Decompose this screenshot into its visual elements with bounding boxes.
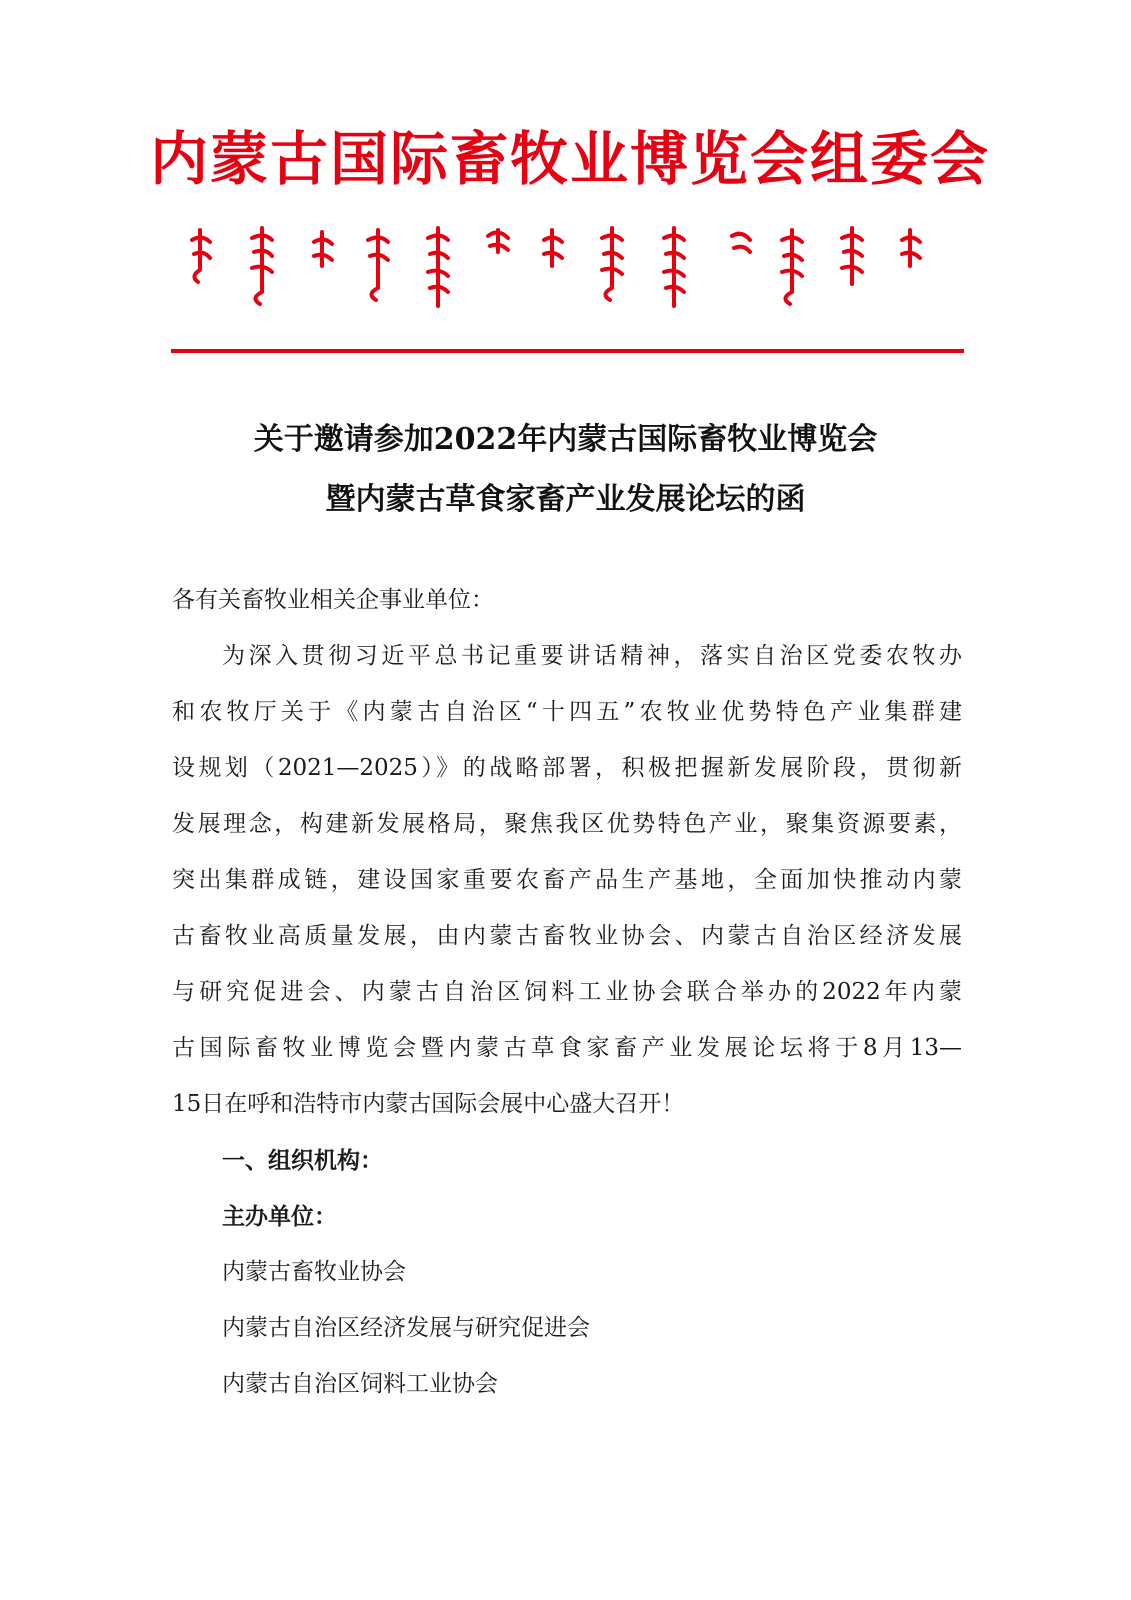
letterhead-divider bbox=[171, 349, 964, 353]
document-title-line-2: 暨内蒙古草食家畜产业发展论坛的函 bbox=[325, 482, 806, 517]
host-unit-item: 内蒙古畜牧业协会 bbox=[222, 1259, 406, 1285]
salutation: 各有关畜牧业相关企事业单位： bbox=[172, 587, 494, 613]
paragraph-line: 为深入贯彻习近平总书记重要讲话精神，落实自治区党委农牧办 bbox=[222, 643, 962, 669]
letterhead-org-name: 内蒙古国际畜牧业博览会组委会 bbox=[150, 125, 991, 193]
mongolian-script-icon bbox=[180, 222, 950, 312]
paragraph-line: 与研究促进会、内蒙古自治区饲料工业协会联合举办的2022年内蒙 bbox=[172, 979, 962, 1005]
document-title-line-1: 关于邀请参加2022年内蒙古国际畜牧业博览会 bbox=[253, 422, 878, 457]
paragraph-line: 突出集群成链，建设国家重要农畜产品生产基地，全面加快推动内蒙 bbox=[172, 867, 962, 893]
host-unit-item: 内蒙古自治区经济发展与研究促进会 bbox=[222, 1315, 590, 1341]
host-units-heading: 主办单位： bbox=[222, 1203, 337, 1230]
paragraph-line: 古国际畜牧业博览会暨内蒙古草食家畜产业发展论坛将于8月13— bbox=[172, 1035, 962, 1061]
paragraph-line: 15日在呼和浩特市内蒙古国际会展中心盛大召开！ bbox=[172, 1091, 685, 1117]
paragraph-line: 和农牧厅关于《内蒙古自治区“十四五”农牧业优势特色产业集群建 bbox=[172, 699, 962, 725]
section-heading-organization: 一、组织机构： bbox=[222, 1147, 383, 1174]
paragraph-line: 设规划（2021—2025）》的战略部署，积极把握新发展阶段，贯彻新 bbox=[172, 755, 962, 781]
host-unit-item: 内蒙古自治区饲料工业协会 bbox=[222, 1371, 498, 1397]
paragraph-line: 古畜牧业高质量发展，由内蒙古畜牧业协会、内蒙古自治区经济发展 bbox=[172, 923, 962, 949]
paragraph-line: 发展理念，构建新发展格局，聚焦我区优势特色产业，聚集资源要素， bbox=[172, 811, 962, 837]
